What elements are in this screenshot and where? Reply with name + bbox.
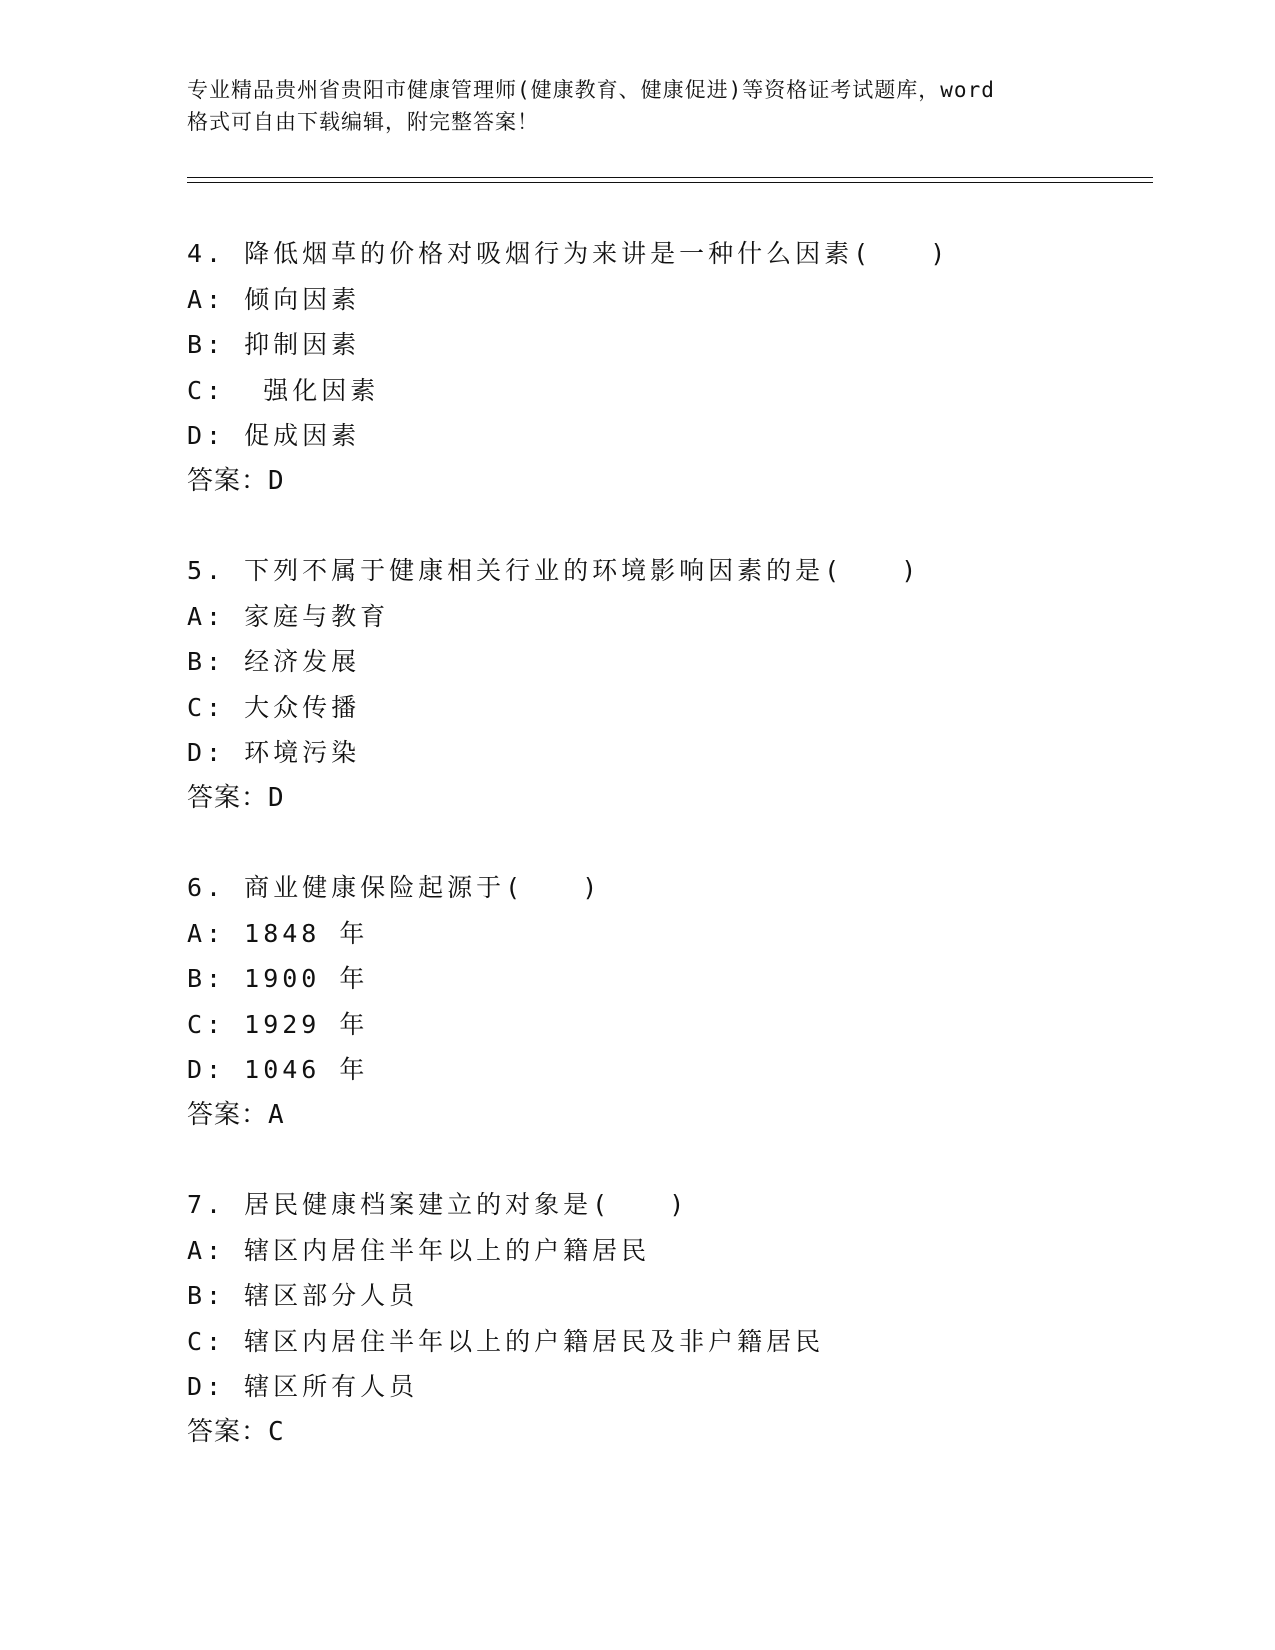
option-b: B: 1900 年 [187, 964, 369, 993]
option-c: C: 1929 年 [187, 1009, 369, 1039]
header-line-2: 格式可自由下载编辑，附完整答案！ [187, 110, 539, 134]
header-divider-top [187, 177, 1153, 178]
option-d: D: 环境污染 [187, 738, 361, 767]
answer [187, 1093, 1147, 1139]
option-a: A: 倾向因素 [187, 284, 361, 314]
option-b: B: 辖区部分人员 [187, 1281, 419, 1310]
option-a: A: 辖区内居住半年以上的户籍居民 [187, 1235, 651, 1265]
option-b: B: 经济发展 [187, 647, 361, 676]
answer-value: C [268, 1416, 285, 1447]
question-stem: 5. 下列不属于健康相关行业的环境影响因素的是( ) [187, 556, 921, 585]
option-d: D: 促成因素 [187, 421, 361, 450]
option-d: D: 辖区所有人员 [187, 1372, 419, 1401]
question-6 [187, 865, 1147, 1138]
option-b: B: 抑制因素 [187, 330, 361, 359]
option-c: C: 辖区内居住半年以上的户籍居民及非户籍居民 [187, 1326, 825, 1356]
answer [187, 459, 1147, 505]
header-divider-bottom [187, 182, 1153, 183]
question-7 [187, 1182, 1147, 1455]
option-d: D: 1046 年 [187, 1055, 369, 1084]
answer-label: 答案： [187, 1416, 269, 1447]
question-stem: 7. 居民健康档案建立的对象是( ) [187, 1190, 689, 1219]
answer [187, 776, 1147, 822]
answer [187, 1410, 1147, 1456]
option-c: C: 大众传播 [187, 692, 361, 722]
header-line-1: 专业精品贵州省贵阳市健康管理师(健康教育、健康促进)等资格证考试题库，word [187, 78, 995, 102]
answer-value: A [268, 1099, 285, 1130]
option-c: C: 强化因素 [187, 375, 380, 405]
answer-label: 答案： [187, 465, 269, 496]
answer-value: D [268, 465, 285, 496]
document-header [187, 74, 1087, 138]
question-stem: 4. 降低烟草的价格对吸烟行为来讲是一种什么因素( ) [187, 239, 950, 268]
answer-value: D [268, 782, 285, 813]
option-a: A: 家庭与教育 [187, 601, 390, 631]
question-4 [187, 231, 1147, 504]
answer-label: 答案： [187, 1099, 269, 1130]
answer-label: 答案： [187, 782, 269, 813]
question-5 [187, 548, 1147, 821]
question-stem: 6. 商业健康保险起源于( ) [187, 873, 602, 902]
option-a: A: 1848 年 [187, 918, 369, 948]
